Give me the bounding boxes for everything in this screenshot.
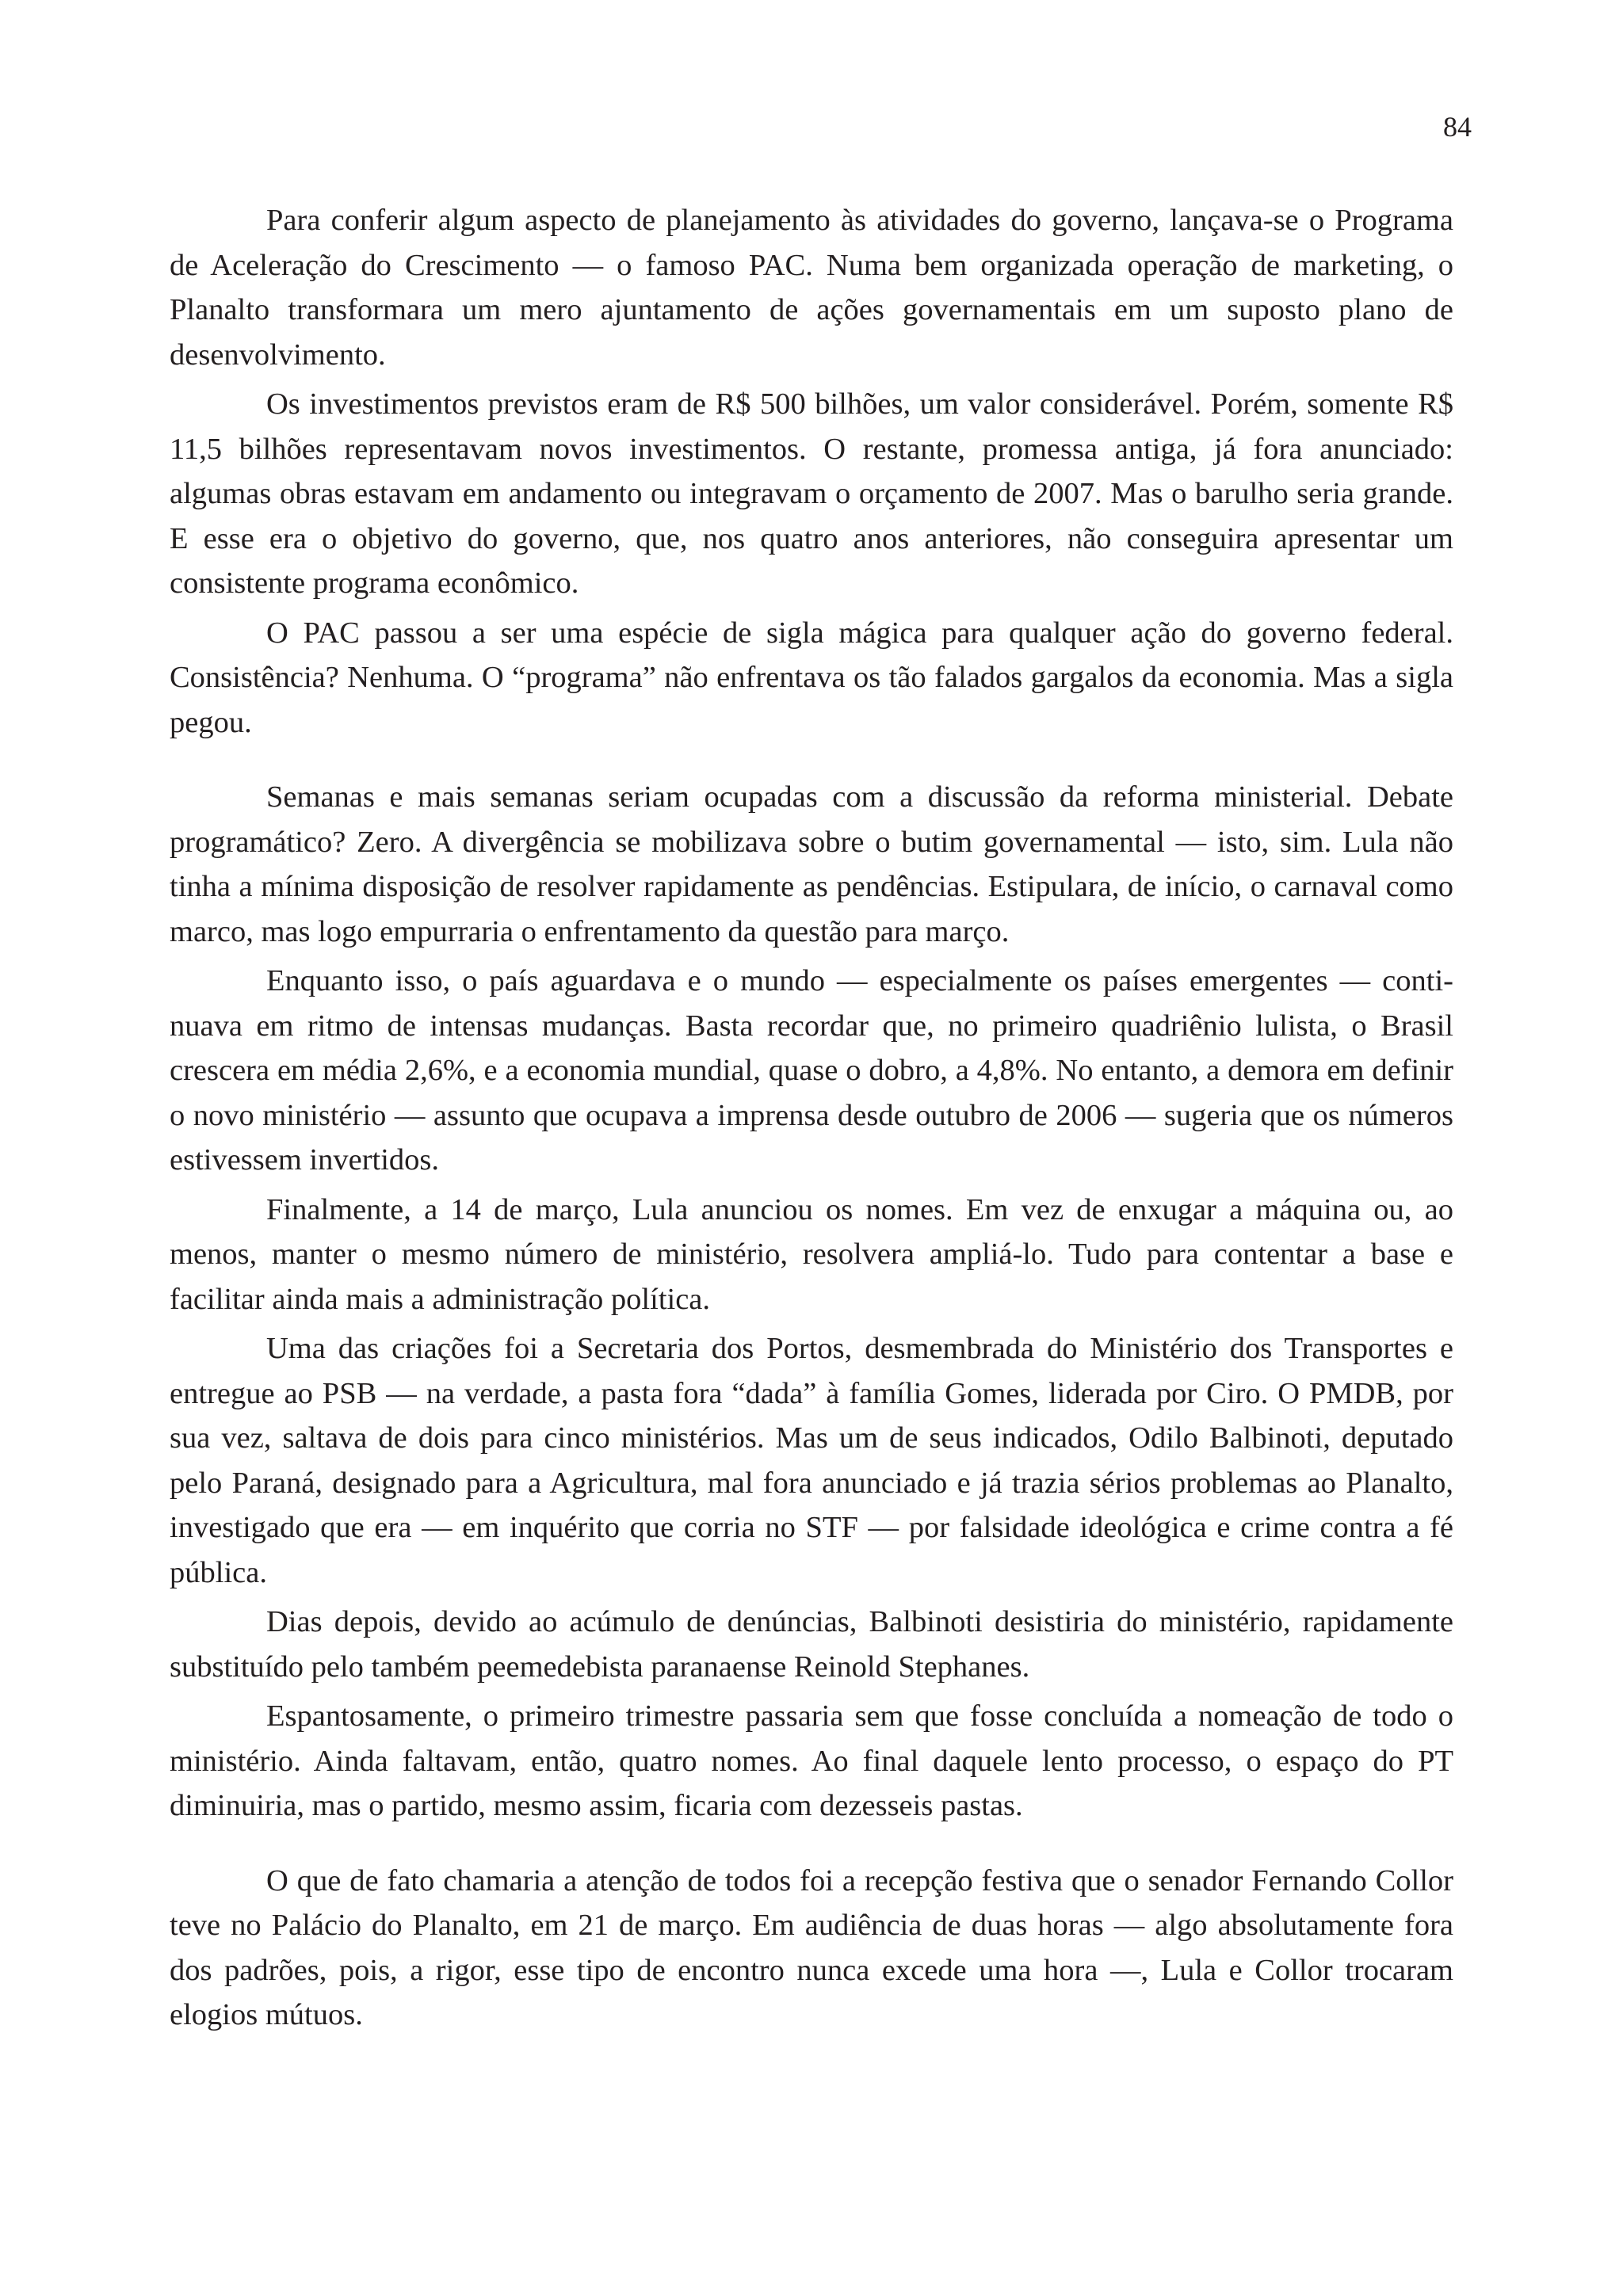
- paragraph-balbinoti-withdraws: Dias depois, devido ao acúmulo de denúncias, Balbinoti desistiria do ministério, rapidamente substituído pelo também peemedebista paranaense Reinold Stephanes.: [170, 1605, 1453, 1684]
- paragraph-magic-acronym: O PAC passou a ser uma espécie de sigla mágica para qualquer ação do governo federal. Consistência? Nenhuma. O “programa” não enfrentava os tão falados gargalos da economia. Mas a sigla pegou.: [170, 616, 1453, 739]
- paragraph-investments: Os investimentos previstos eram de R$ 500 bilhões, um valor considerável. Porém, somente R$ 11,5 bilhões representavam novos investimentos. O restante, promessa antiga, já fora anunciado: algumas obras estavam em andamento ou integravam o orçamento de 2007. Mas o barulho seria grande. E esse era o objetivo do governo, que, nos quatro anos anteriores, não conseguira apresentar um consistente programa econômico.: [170, 387, 1453, 600]
- paragraph-first-quarter: Espantosamente, o primeiro trimestre passaria sem que fosse concluída a nomeação de todo o ministério. Ainda faltavam, então, quatro nomes. Ao final daquele lento processo, o espaço do PT diminuiria, mas o partido, mesmo assim, ficaria com dezesseis pastas.: [170, 1699, 1453, 1822]
- paragraph-ports-secretariat: Uma das criações foi a Secretaria dos Portos, desmembrada do Ministério dos Transportes e entregue ao PSB — na verdade, a pasta fora “dada” à família Gomes, liderada por Ciro. O PMDB, por sua vez, saltava de dois para cinco ministérios. Mas um de seus indicados, Odilo Balbinoti, deputado pelo Paraná, designado para a Agricultura, mal fora anunciado e já trazia sérios problemas ao Planalto, investigado que era — em inquérito que corria no STF — por falsidade ideológica e crime contra a fé pública.: [170, 1332, 1453, 1589]
- body-text: [170, 198, 1453, 2042]
- paragraph-collor-reception: O que de fato chamaria a atenção de todos foi a recepção festiva que o senador Fernando Collor teve no Palácio do Planalto, em 21 de março. Em audiência de duas horas — algo absolutamente fora dos padrões, pois, a rigor, esse tipo de encontro nunca excede uma hora —, Lula e Collor trocaram elogios mútuos.: [170, 1863, 1453, 2031]
- paragraph-names-announced: Finalmente, a 14 de março, Lula anunciou os nomes. Em vez de enxugar a máquina ou, ao menos, manter o mesmo número de ministério, resolvera ampliá-lo. Tudo para contentar a base e facilitar ainda mais a administração política.: [170, 1192, 1453, 1316]
- paragraph-world-changes: Enquanto isso, o país aguardava e o mundo — especialmente os países emergentes — continuava em ritmo de intensas mudanças. Basta recordar que, no primeiro quadriênio lulista, o Brasil crescera em média 2,6%, e a economia mundial, quase o dobro, a 4,8%. No entanto, a demora em definir o novo ministério — assunto que ocupava a imprensa desde outubro de 2006 — sugeria que os números estivessem invertidos.: [170, 964, 1453, 1177]
- paragraph-ministerial-reform: Semanas e mais semanas seriam ocupadas com a discussão da reforma ministerial. Debate programático? Zero. A divergência se mobilizava sobre o butim governamental — isto, sim. Lula não tinha a mínima disposição de resolver rapidamente as pendências. Estipulara, de início, o carnaval como marco, mas logo empurraria o enfrentamento da questão para março.: [170, 780, 1453, 948]
- paragraph-pac-intro: Para conferir algum aspecto de planejamento às atividades do governo, lançava-se o Programa de Aceleração do Crescimento — o famoso PAC. Numa bem organizada operação de marketing, o Planalto transformara um mero ajuntamento de ações governamentais em um suposto plano de desenvolvimento.: [170, 204, 1453, 372]
- page-number: 84: [1443, 111, 1472, 143]
